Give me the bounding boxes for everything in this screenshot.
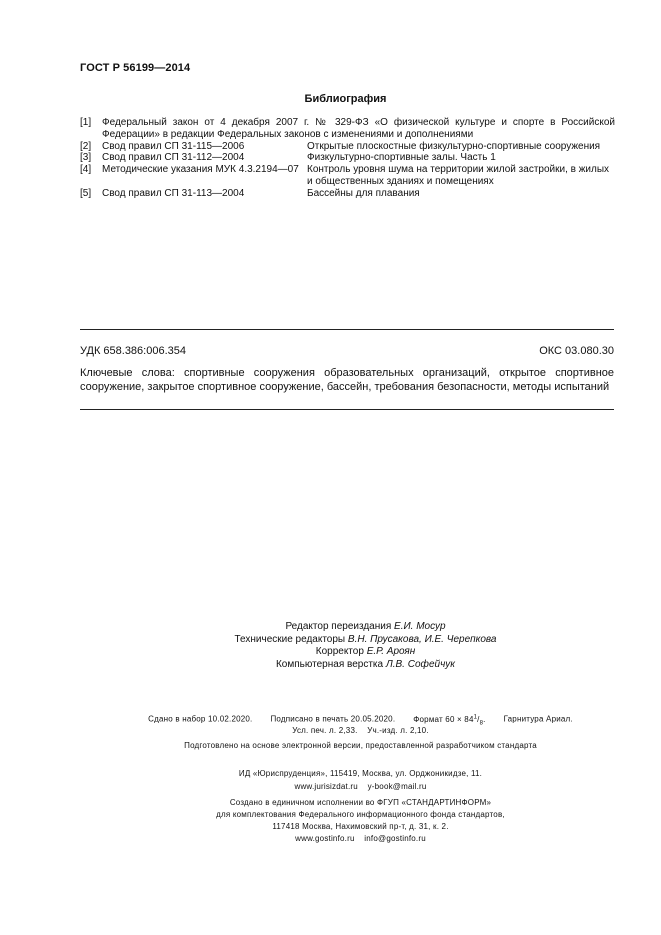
classification-row: [80, 345, 614, 357]
entry-number: [4]: [80, 164, 92, 176]
credit-role: Компьютерная верстка: [275, 658, 384, 670]
entry-text: Федеральный закон от 4 декабря 2007 г. № 329-ФЗ «О физической культуре и спорте в Российской Федерации» в редакции Федеральных законов с изменениями и дополнениями: [102, 117, 615, 140]
entry-source: Методические указания МУК 4.3.2194—07: [102, 164, 299, 176]
publisher-website[interactable]: www.jurisizdat.ru: [294, 782, 358, 791]
credit-role: Корректор: [315, 646, 364, 658]
publisher-address: ИД «Юриспруденция», 115419, Москва, ул. Орджоникидзе, 11.: [238, 769, 483, 778]
credit-role: Технические редакторы: [234, 633, 346, 645]
publisher-email[interactable]: y-book@mail.ru: [367, 782, 427, 791]
udk-code: УДК 658.386:006.354: [80, 345, 186, 357]
entry-number: [5]: [80, 187, 92, 199]
divider: [80, 329, 614, 330]
entry-source: Свод правил СП 31-112—2004: [102, 152, 245, 164]
signed-date: Подписано в печать 20.05.2020.: [270, 714, 396, 724]
entry-title: Контроль уровня шума на территории жилой застройки, в жилых и общественных зданиях и помещениях: [307, 164, 610, 187]
publisher-sheets: Уч.-изд. л. 2,10.: [367, 726, 429, 735]
credit-names: Е.И. Мосур: [394, 621, 446, 632]
credit-line: [70, 646, 661, 659]
entry-source: Свод правил СП 31-115—2006: [102, 140, 245, 152]
bibliography-entry: [80, 117, 615, 141]
bibliography-entry: [80, 188, 615, 200]
bibliography-entry: [80, 152, 615, 164]
bibliography-list: [80, 117, 615, 200]
keywords: Ключевые слова: спортивные сооружения образовательных организаций, открытое спортивное сооружение, закрытое спортивное сооружение, бассейн, требования безопасности, методы испытаний: [80, 367, 614, 393]
created-address: 117418 Москва, Нахимовский пр-т, д. 31, к. 2.: [272, 822, 449, 831]
gostinfo-email[interactable]: info@gostinfo.ru: [364, 834, 426, 843]
entry-source: Свод правил СП 31-113—2004: [102, 187, 245, 199]
paper-format: Формат $60 \times 84^1/_8$.: [413, 714, 486, 727]
print-sheets: Усл. печ. л. 2,33.: [292, 726, 358, 735]
credit-names: Л.В. Софейчук: [385, 658, 456, 670]
credit-line: [70, 659, 661, 672]
standard-designation: ГОСТ Р 56199—2014: [80, 62, 191, 74]
entry-number: [1]: [80, 117, 92, 128]
credit-names: В.Н. Прусакова, И.Е. Черепкова: [347, 633, 497, 645]
divider: [80, 409, 614, 410]
oks-code: ОКС 03.080.30: [539, 345, 614, 357]
created-purpose: для комплектования Федерального информационного фонда стандартов,: [216, 810, 505, 819]
credit-names: Е.Р. Ароян: [366, 646, 416, 658]
publisher-contacts: [0, 781, 661, 794]
entry-number: [3]: [80, 152, 92, 164]
credit-line: [70, 634, 661, 647]
gostinfo-website[interactable]: www.gostinfo.ru: [295, 834, 355, 843]
credits-block: [0, 621, 661, 671]
bibliography-title: Библиография: [304, 93, 387, 105]
created-by: Создано в единичном исполнении во ФГУП «СТАНДАРТИНФОРМ»: [229, 798, 492, 807]
bibliography-entry: [80, 164, 615, 188]
credit-role: Редактор переиздания: [285, 621, 392, 632]
bibliography-entry: [80, 141, 615, 153]
entry-number: [2]: [80, 140, 92, 152]
submitted-date: Сдано в набор 10.02.2020.: [148, 714, 253, 724]
sheet-counts: [0, 725, 661, 738]
credit-line: [70, 621, 661, 634]
entry-title: Бассейны для плавания: [307, 187, 420, 199]
entry-title: Физкультурно-спортивные залы. Часть 1: [307, 152, 496, 164]
created-contacts: [0, 833, 661, 846]
entry-title: Открытые плоскостные физкультурно-спортивные сооружения: [307, 140, 601, 152]
prepared-note: Подготовлено на основе электронной версии, предоставленной разработчиком стандарта: [184, 741, 537, 750]
typeface: Гарнитура Ариал.: [503, 714, 573, 724]
